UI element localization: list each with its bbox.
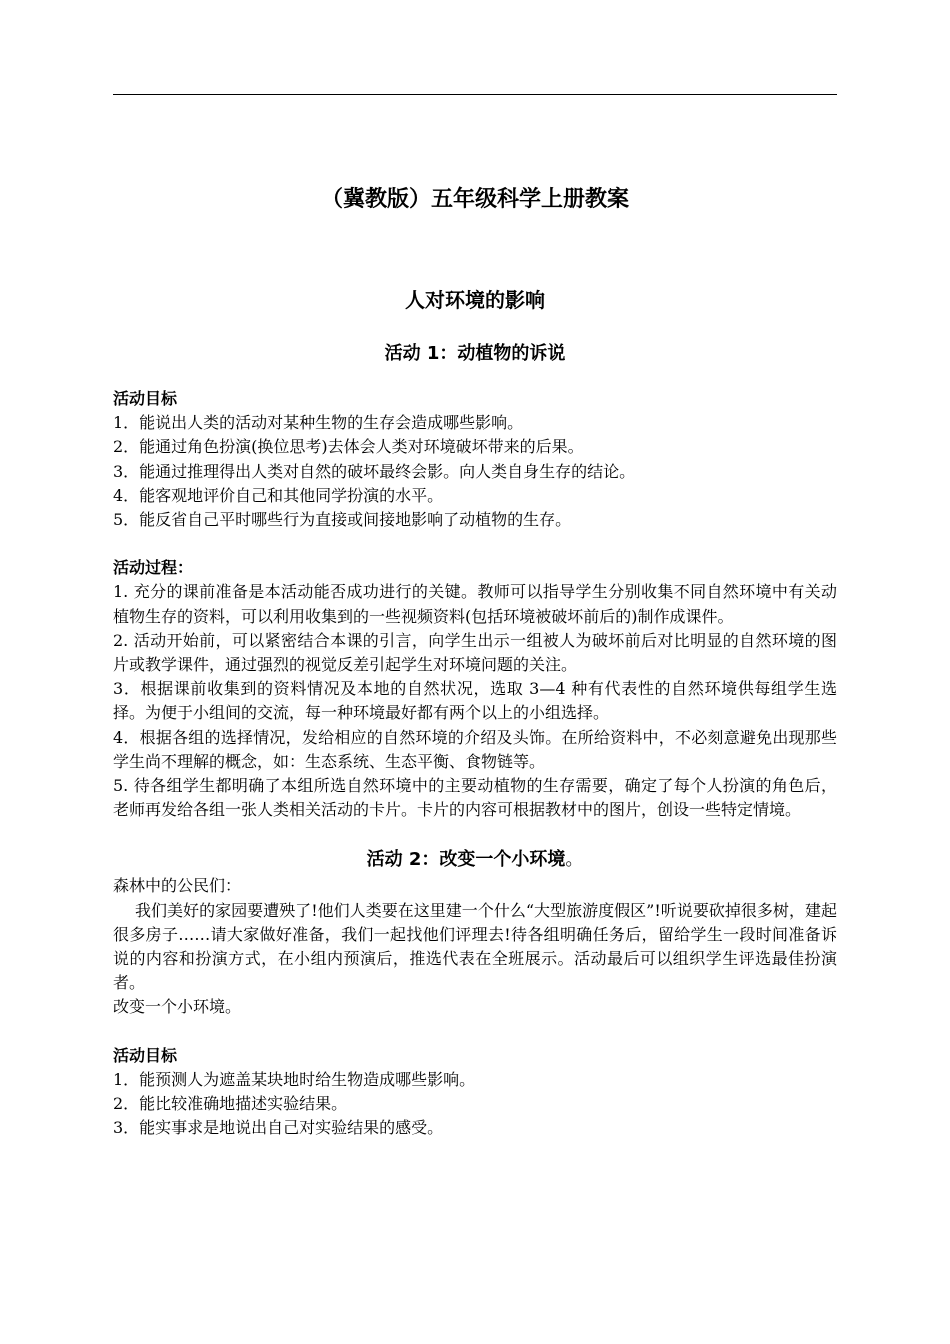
activity1-process-step-3: 3．根据课前收集到的资料情况及本地的自然状况，选取 3—4 种有代表性的自然环境供每组学生选择。为便于小组间的交流，每一种环境最好都有两个以上的小组选择。 [113,679,837,723]
document-title: （冀教版）五年级科学上册教案 [320,187,629,212]
activity1-process-heading: 活动过程： [113,558,194,578]
activity2-objective-1: 1．能预测人为遮盖某块地时给生物造成哪些影响。 [113,1069,476,1089]
activity1-objective-5: 5．能反省自己平时哪些行为直接或间接地影响了动植物的生存。 [113,510,572,530]
letter-salutation: 森林中的公民们： [113,876,242,896]
activity1-process-step-4: 4．根据各组的选择情况，发给相应的自然环境的介绍及头饰。在所给资料中，不必刻意避免出现那些学生尚不理解的概念，如：生态系统、生态平衡、食物链等。 [113,727,837,771]
activity1-objective-4: 4．能客观地评价自己和其他同学扮演的水平。 [113,485,444,505]
activity1-objective-2: 2．能通过角色扮演(换位思考)去体会人类对环境破坏带来的后果。 [113,437,584,457]
letter-body: 我们美好的家园要遭殃了!他们人类要在这里建一个什么“大型旅游度假区”!听说要砍掉很多树，建起很多房子……请大家做好准备，我们一起找他们评理去!待各组明确任务后，留给学生一段时间准备诉说的内容和扮演方式，在小组内预演后，推选代表在全班展示。活动最后可以组织学生评选最佳扮演者。 [113,900,837,993]
lesson-title: 人对环境的影响 [405,288,545,312]
activity1-title: 活动 1：动植物的诉说 [384,343,566,364]
activity2-closing: 改变一个小环境。 [113,997,242,1017]
header-rule [113,94,837,95]
activity2-objective-2: 2．能比较准确地描述实验结果。 [113,1094,348,1114]
activity1-process-step-1: 1. 充分的课前准备是本活动能否成功进行的关键。教师可以指导学生分别收集不同自然环境中有关动植物生存的资料，可以利用收集到的一些视频资料(包括环境被破坏前后的)制作成课件。 [113,582,837,626]
activity1-process-step-5: 5. 待各组学生都明确了本组所选自然环境中的主要动植物的生存需要，确定了每个人扮演的角色后，老师再发给各组一张人类相关活动的卡片。卡片的内容可根据教材中的图片，创设一些特定情境。 [113,776,837,820]
activity2-title-tail: 。 [565,849,584,871]
document-body [113,180,837,1140]
activity1-objectives-heading: 活动目标 [113,389,178,408]
activity2-title [113,846,837,874]
activity1-objective-3: 3．能通过推理得出人类对自然的破坏最终会影。向人类自身生存的结论。 [113,461,636,481]
activity2-objective-3: 3．能实事求是地说出自己对实验结果的感受。 [113,1118,444,1138]
activity1-process-step-2: 2. 活动开始前，可以紧密结合本课的引言，向学生出示一组被人为破坏前后对比明显的自然环境的图片或教学课件，通过强烈的视觉反差引起学生对环境问题的关注。 [113,630,837,675]
activity1-objective-1: 1．能说出人类的活动对某种生物的生存会造成哪些影响。 [113,413,524,433]
activity2-title-text: 活动 2：改变一个小环境 [366,849,566,871]
activity2-objectives-heading: 活动目标 [113,1045,178,1065]
